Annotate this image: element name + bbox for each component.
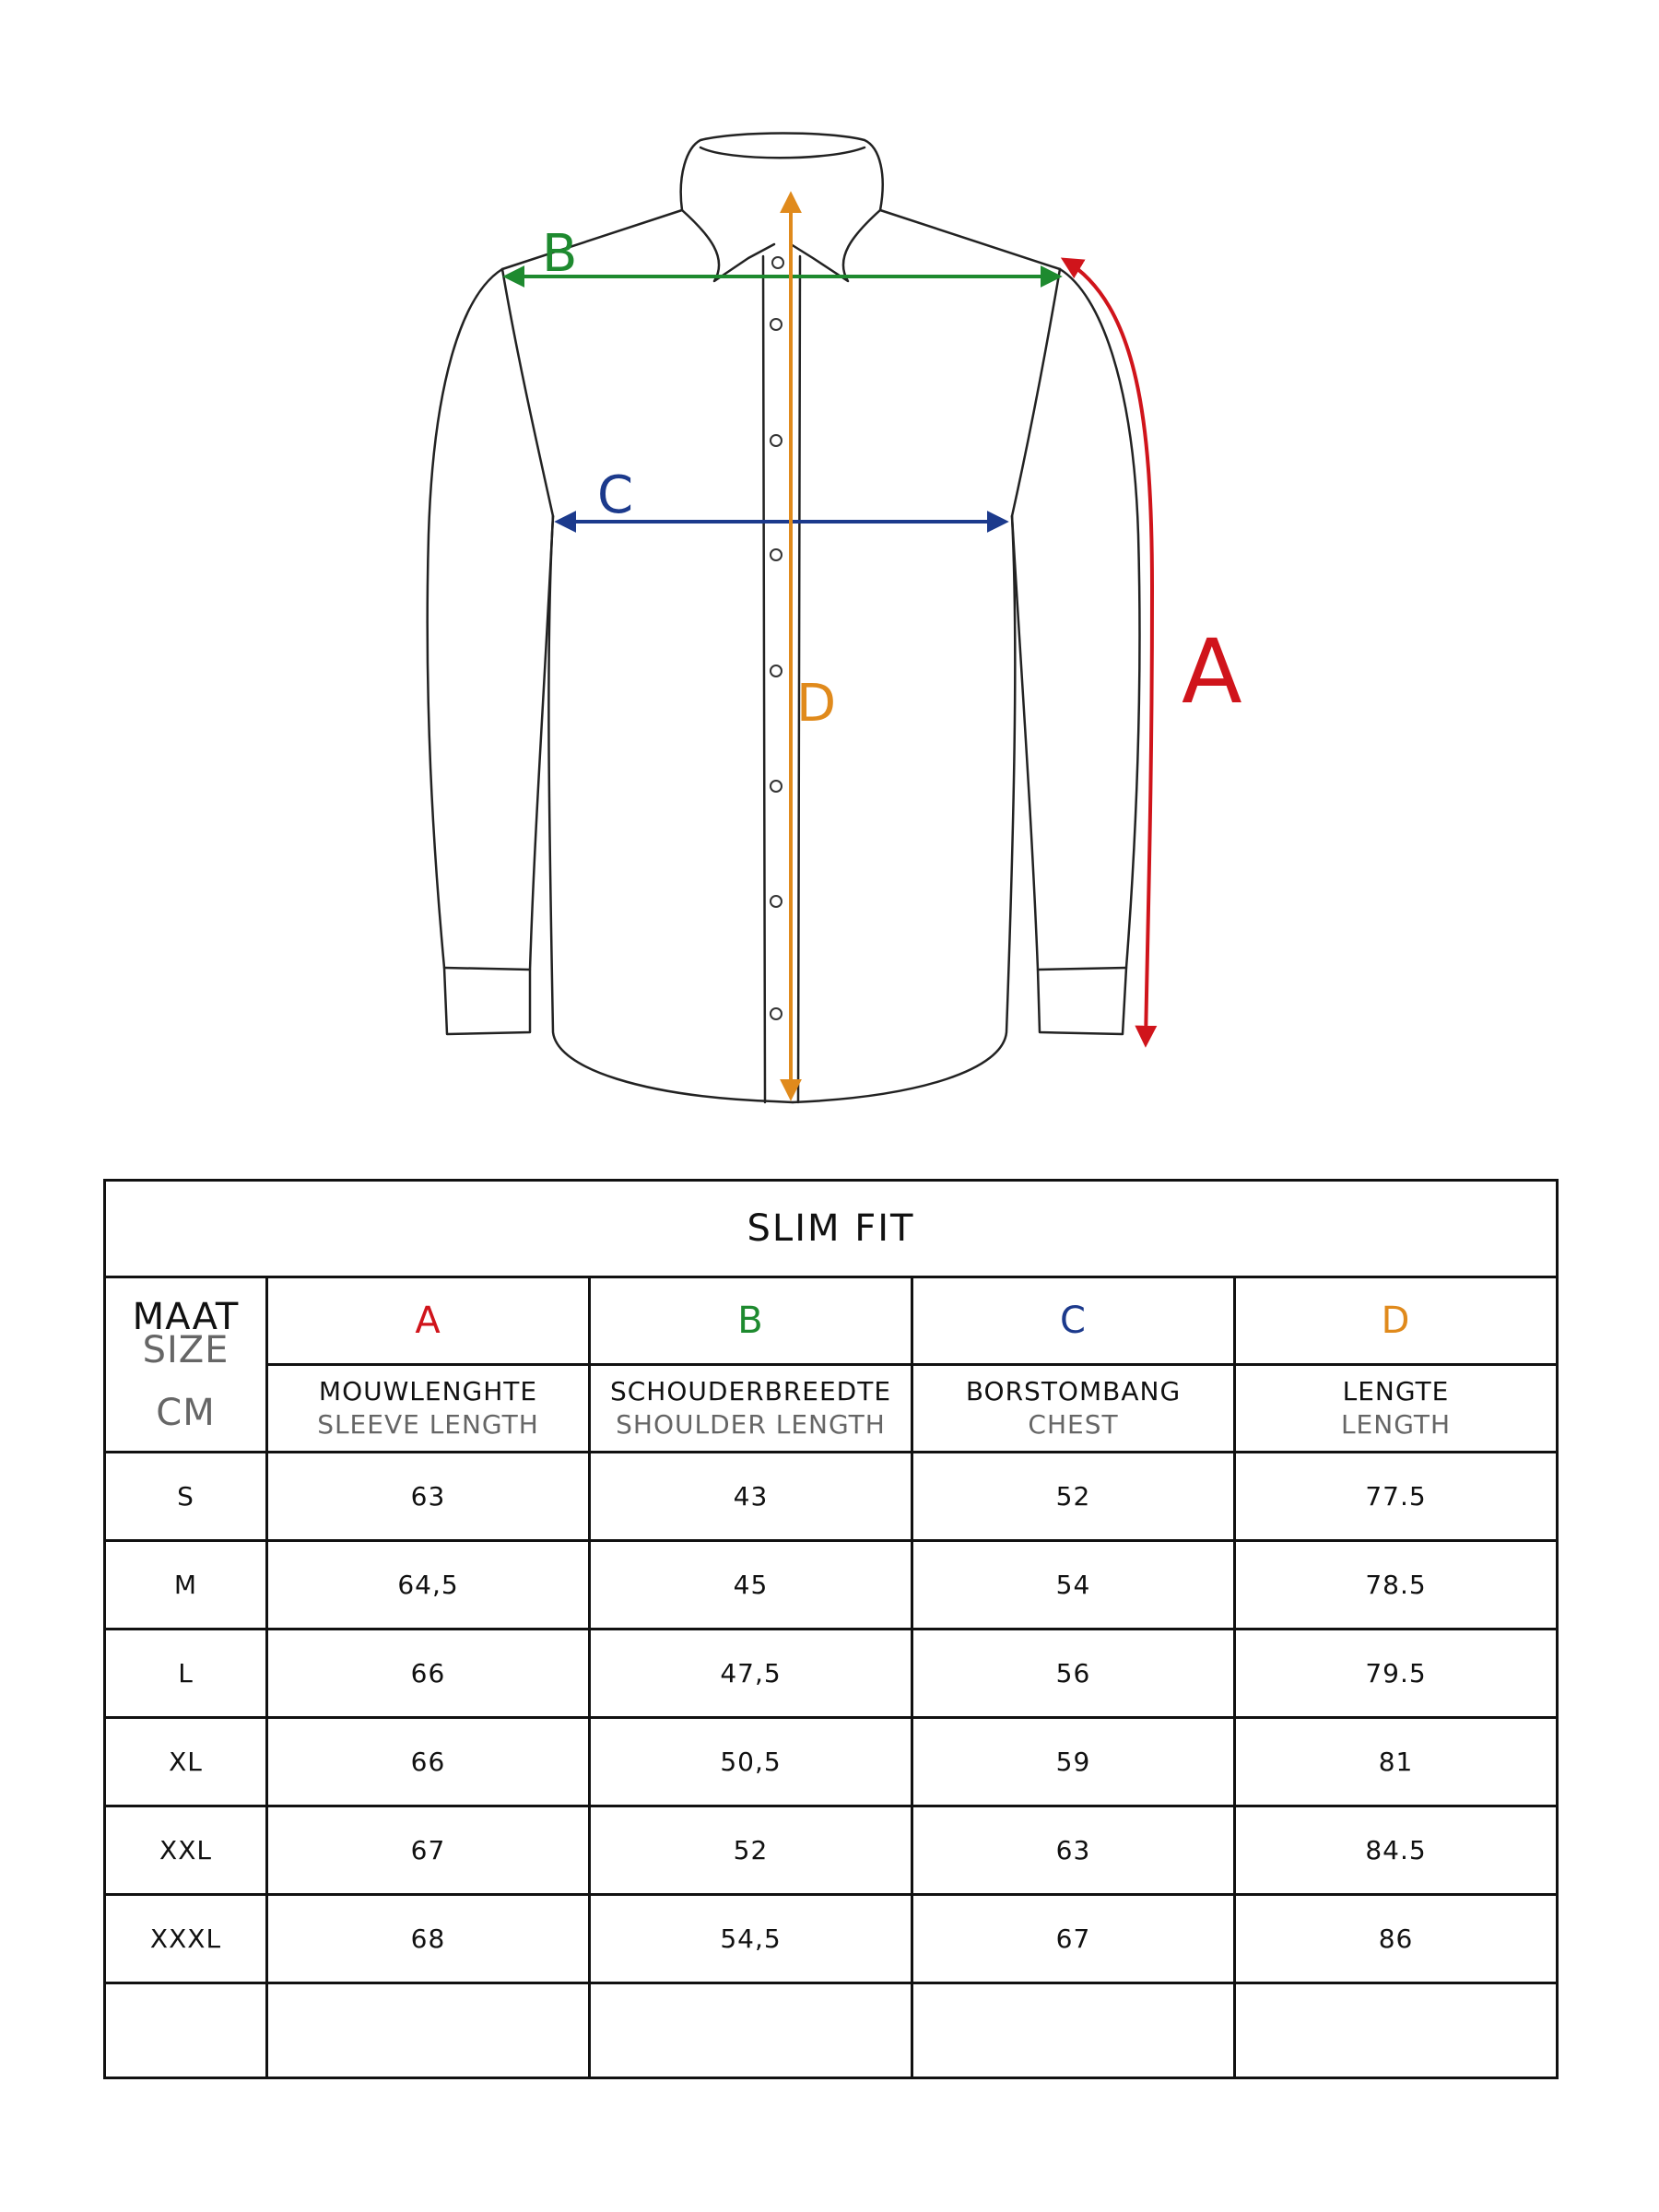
value-cell: 63 bbox=[912, 1806, 1235, 1895]
size-cell: L bbox=[105, 1630, 267, 1718]
column-name-c-nl: BORSTOMBANG bbox=[965, 1376, 1182, 1406]
size-header-nl: MAAT bbox=[132, 1295, 240, 1338]
empty-cell bbox=[105, 1983, 267, 2078]
column-name-b-nl: SCHOUDERBREEDTE bbox=[609, 1376, 892, 1406]
value-cell: 67 bbox=[912, 1895, 1235, 1983]
size-cell: S bbox=[105, 1453, 267, 1541]
column-name-a-nl: MOUWLENGHTE bbox=[318, 1376, 538, 1406]
table-row bbox=[105, 1541, 1558, 1630]
value-cell: 68 bbox=[267, 1895, 590, 1983]
column-name-d-en: LENGTH bbox=[1340, 1409, 1452, 1440]
table-row bbox=[105, 1806, 1558, 1895]
value-cell: 59 bbox=[912, 1718, 1235, 1806]
table-title-row bbox=[105, 1181, 1558, 1277]
table-row bbox=[105, 1718, 1558, 1806]
value-cell: 52 bbox=[912, 1453, 1235, 1541]
column-name-a-en: SLEEVE LENGTH bbox=[317, 1409, 539, 1440]
empty-cell bbox=[1235, 1983, 1558, 2078]
table-row bbox=[105, 1630, 1558, 1718]
value-cell: 64,5 bbox=[267, 1541, 590, 1630]
table-row bbox=[105, 1895, 1558, 1983]
value-cell: 54,5 bbox=[590, 1895, 912, 1983]
column-name-row bbox=[105, 1365, 1558, 1453]
value-cell: 86 bbox=[1235, 1895, 1558, 1983]
table-row bbox=[105, 1453, 1558, 1541]
value-cell: 45 bbox=[590, 1541, 912, 1630]
table-title: SLIM FIT bbox=[105, 1181, 1558, 1277]
shirt-outline bbox=[428, 134, 1140, 1103]
value-cell: 54 bbox=[912, 1541, 1235, 1630]
value-cell: 43 bbox=[590, 1453, 912, 1541]
value-cell: 78.5 bbox=[1235, 1541, 1558, 1630]
size-cell: XXXL bbox=[105, 1895, 267, 1983]
column-name-d-nl: LENGTE bbox=[1342, 1376, 1450, 1406]
column-letter-c: C bbox=[912, 1277, 1235, 1365]
measure-d-label: D bbox=[796, 674, 837, 734]
size-cell: XXL bbox=[105, 1806, 267, 1895]
value-cell: 56 bbox=[912, 1630, 1235, 1718]
empty-cell bbox=[590, 1983, 912, 2078]
size-header-en: SIZE bbox=[142, 1328, 229, 1371]
value-cell: 52 bbox=[590, 1806, 912, 1895]
column-letter-b: B bbox=[590, 1277, 912, 1365]
value-cell: 77.5 bbox=[1235, 1453, 1558, 1541]
value-cell: 66 bbox=[267, 1630, 590, 1718]
measure-b-label: B bbox=[542, 224, 578, 284]
column-letter-d: D bbox=[1235, 1277, 1558, 1365]
empty-cell bbox=[267, 1983, 590, 2078]
value-cell: 63 bbox=[267, 1453, 590, 1541]
value-cell: 47,5 bbox=[590, 1630, 912, 1718]
column-name-b bbox=[590, 1365, 912, 1453]
column-letter-a: A bbox=[267, 1277, 590, 1365]
empty-table-row bbox=[105, 1983, 1558, 2078]
value-cell: 50,5 bbox=[590, 1718, 912, 1806]
empty-cell bbox=[912, 1983, 1235, 2078]
size-chart-table bbox=[103, 1179, 1559, 2079]
size-cell: M bbox=[105, 1541, 267, 1630]
measure-c-label: C bbox=[597, 465, 634, 525]
size-cell: XL bbox=[105, 1718, 267, 1806]
column-name-b-en: SHOULDER LENGTH bbox=[616, 1409, 886, 1440]
size-header-cell bbox=[105, 1277, 267, 1453]
column-name-d bbox=[1235, 1365, 1558, 1453]
value-cell: 79.5 bbox=[1235, 1630, 1558, 1718]
shirt-buttons bbox=[771, 257, 783, 1019]
column-letter-row bbox=[105, 1277, 1558, 1365]
column-name-a bbox=[267, 1365, 590, 1453]
unit-label: CM bbox=[156, 1391, 216, 1434]
value-cell: 84.5 bbox=[1235, 1806, 1558, 1895]
value-cell: 66 bbox=[267, 1718, 590, 1806]
column-name-c-en: CHEST bbox=[1028, 1409, 1119, 1440]
measure-a-label: A bbox=[1182, 620, 1242, 724]
value-cell: 67 bbox=[267, 1806, 590, 1895]
column-name-c bbox=[912, 1365, 1235, 1453]
value-cell: 81 bbox=[1235, 1718, 1558, 1806]
